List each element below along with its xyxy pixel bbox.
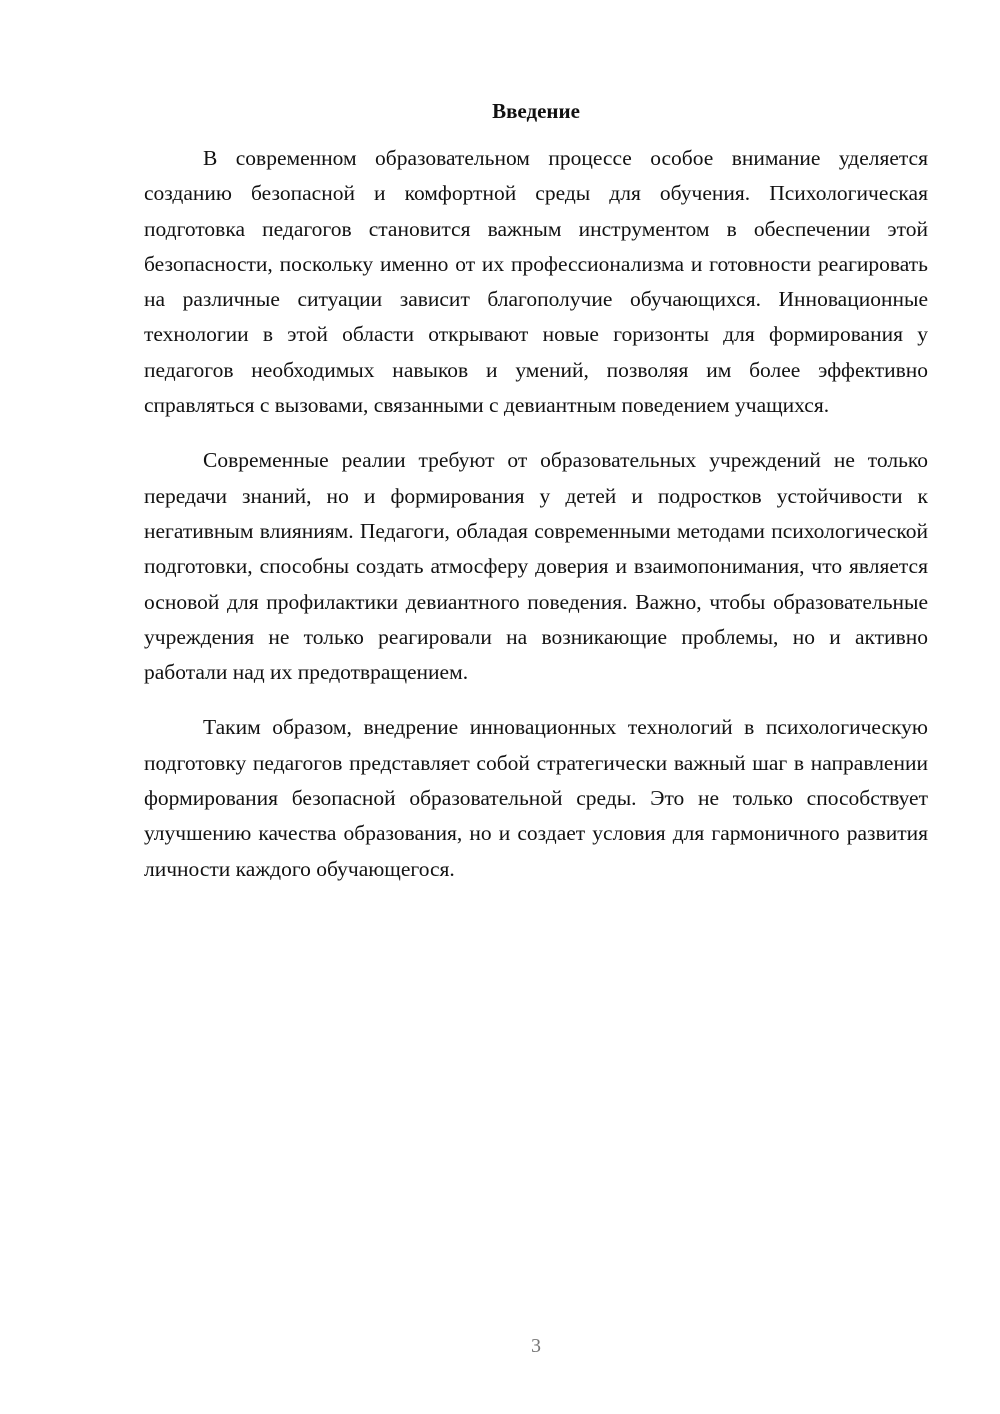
page-content xyxy=(144,97,928,887)
paragraph-2: Современные реалии требуют от образовательных учреждений не только передачи знаний, но и формирования у детей и подростков устойчивости к негативным влияниям. Педагоги, обладая современными методами психологической подготовки, способны создать атмосферу доверия и взаимопонимания, что является основой для профилактики девиантного поведения. Важно, чтобы образовательные учреждения не только реагировали на возникающие проблемы, но и активно работали над их предотвращением. xyxy=(144,448,928,685)
paragraph-1: В современном образовательном процессе особое внимание уделяется созданию безопасной и комфортной среды для обучения. Психологическая подготовка педагогов становится важным инструментом в обеспечении этой безопасности, поскольку именно от их профессионализма и готовности реагировать на различные ситуации зависит благополучие обучающихся. Инновационные технологии в этой области открывают новые горизонты для формирования у педагогов необходимых навыков и умений, позволяя им более эффективно справляться с вызовами, связанными с девиантным поведением учащихся. xyxy=(144,146,928,418)
page-number: 3 xyxy=(531,1335,541,1357)
section-title: Введение xyxy=(492,99,580,123)
paragraph-3: Таким образом, внедрение инновационных технологий в психологическую подготовку педагогов представляет собой стратегически важный шаг в направлении формирования безопасной образовательной среды. Это не только способствует улучшению качества образования, но и создает условия для гармоничного развития личности каждого обучающегося. xyxy=(144,715,928,881)
